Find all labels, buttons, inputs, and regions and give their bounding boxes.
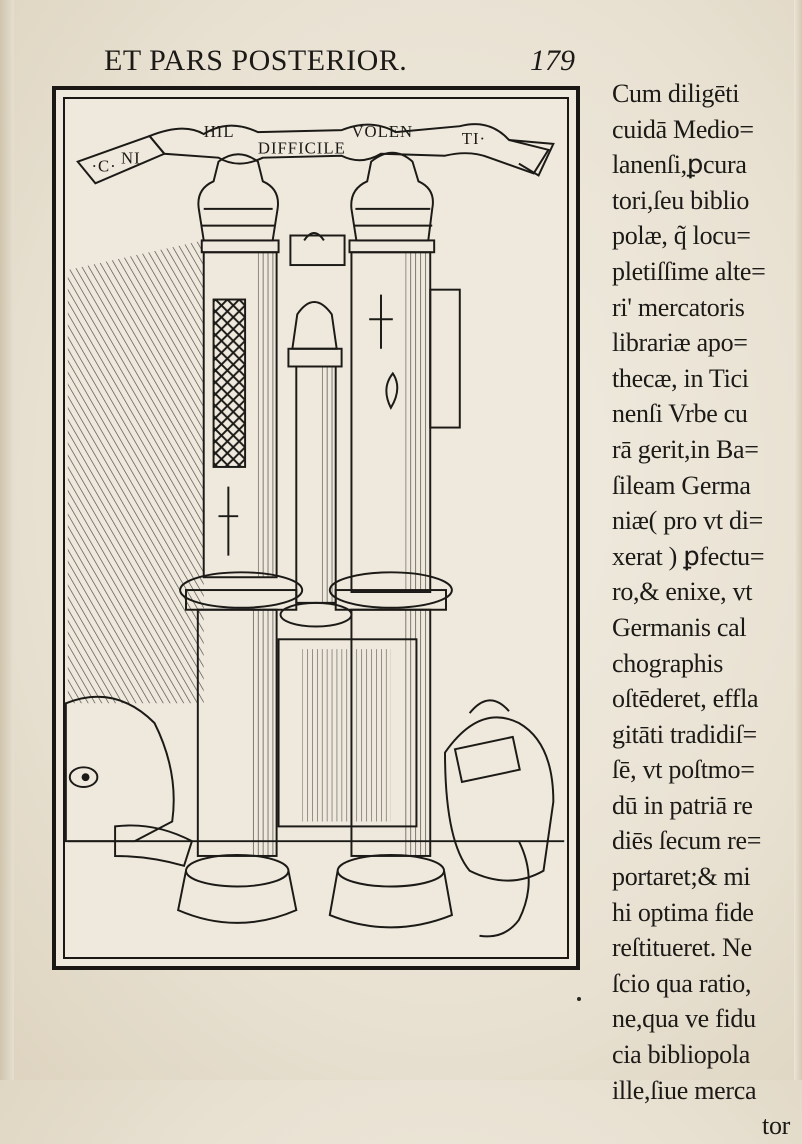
motto-word-1: ·C· (91, 156, 117, 176)
text-line: diēs ſecum re= (612, 826, 762, 856)
page-number: 179 (530, 44, 575, 77)
text-line: ro,& enixe, vt (612, 577, 753, 607)
text-line: librariæ apo= (612, 328, 748, 358)
text-line: ſileam Germa (612, 470, 751, 500)
text-line: ille,ſiue merca (612, 1075, 757, 1105)
motto-word-6: TI· (461, 128, 487, 148)
text-line: tor (762, 1111, 790, 1141)
text-line: xerat ) ꝑfectu= (612, 541, 765, 571)
text-line: Germanis cal (612, 612, 747, 642)
text-line: cuidā Medio= (612, 114, 754, 144)
page-edge-right (794, 0, 802, 1080)
text-line: Cum diligēti (612, 79, 740, 108)
motto-word-5: VOLEN (351, 122, 414, 142)
text-line: lanenſi,ꝑcura (612, 150, 747, 180)
woodcut-illustration (52, 86, 580, 970)
text-line: oſtēderet, effla (612, 684, 759, 714)
text-line: ne,qua ve fidu (612, 1004, 756, 1034)
body-text-column (612, 76, 790, 1144)
text-line: chographis (612, 648, 724, 678)
motto-word-3: HIL (203, 122, 235, 142)
text-line: ſcio qua ratio, (612, 968, 752, 998)
text-line: reſtitueret. Ne (612, 933, 752, 963)
books-satchel (445, 700, 553, 936)
motto-banner (78, 122, 554, 183)
text-line: gitāti tradidiſ= (612, 719, 757, 749)
columns-woodcut (56, 90, 576, 966)
running-head: ET PARS POSTERIOR. (104, 44, 408, 77)
text-line: tori,ſeu biblio (612, 185, 750, 215)
page-edge-left (0, 0, 14, 1080)
text-line: ri' mercatoris (612, 292, 745, 322)
text-line: pletiſſime alte= (612, 256, 766, 286)
text-line: rā gerit,in Ba= (612, 434, 759, 464)
motto-word-2: NI (120, 148, 141, 168)
middle-column (279, 233, 417, 826)
text-line: portaret;& mi (612, 862, 751, 892)
text-line: dū in patriā re (612, 790, 753, 820)
text-line: thecæ, in Tici (612, 363, 749, 393)
ink-speck (577, 997, 581, 1001)
background-shading (68, 240, 204, 703)
text-line: polæ, q̃ locu= (612, 221, 751, 251)
text-line: hi optima fide (612, 897, 754, 927)
text-line: niæ( pro vt di= (612, 506, 763, 536)
text-line: ſē, vt poſtmo= (612, 755, 755, 785)
text-line: cia bibliopola (612, 1040, 751, 1070)
motto-word-4: DIFFICILE (257, 138, 346, 158)
text-line: nenſi Vrbe cu (612, 399, 748, 429)
